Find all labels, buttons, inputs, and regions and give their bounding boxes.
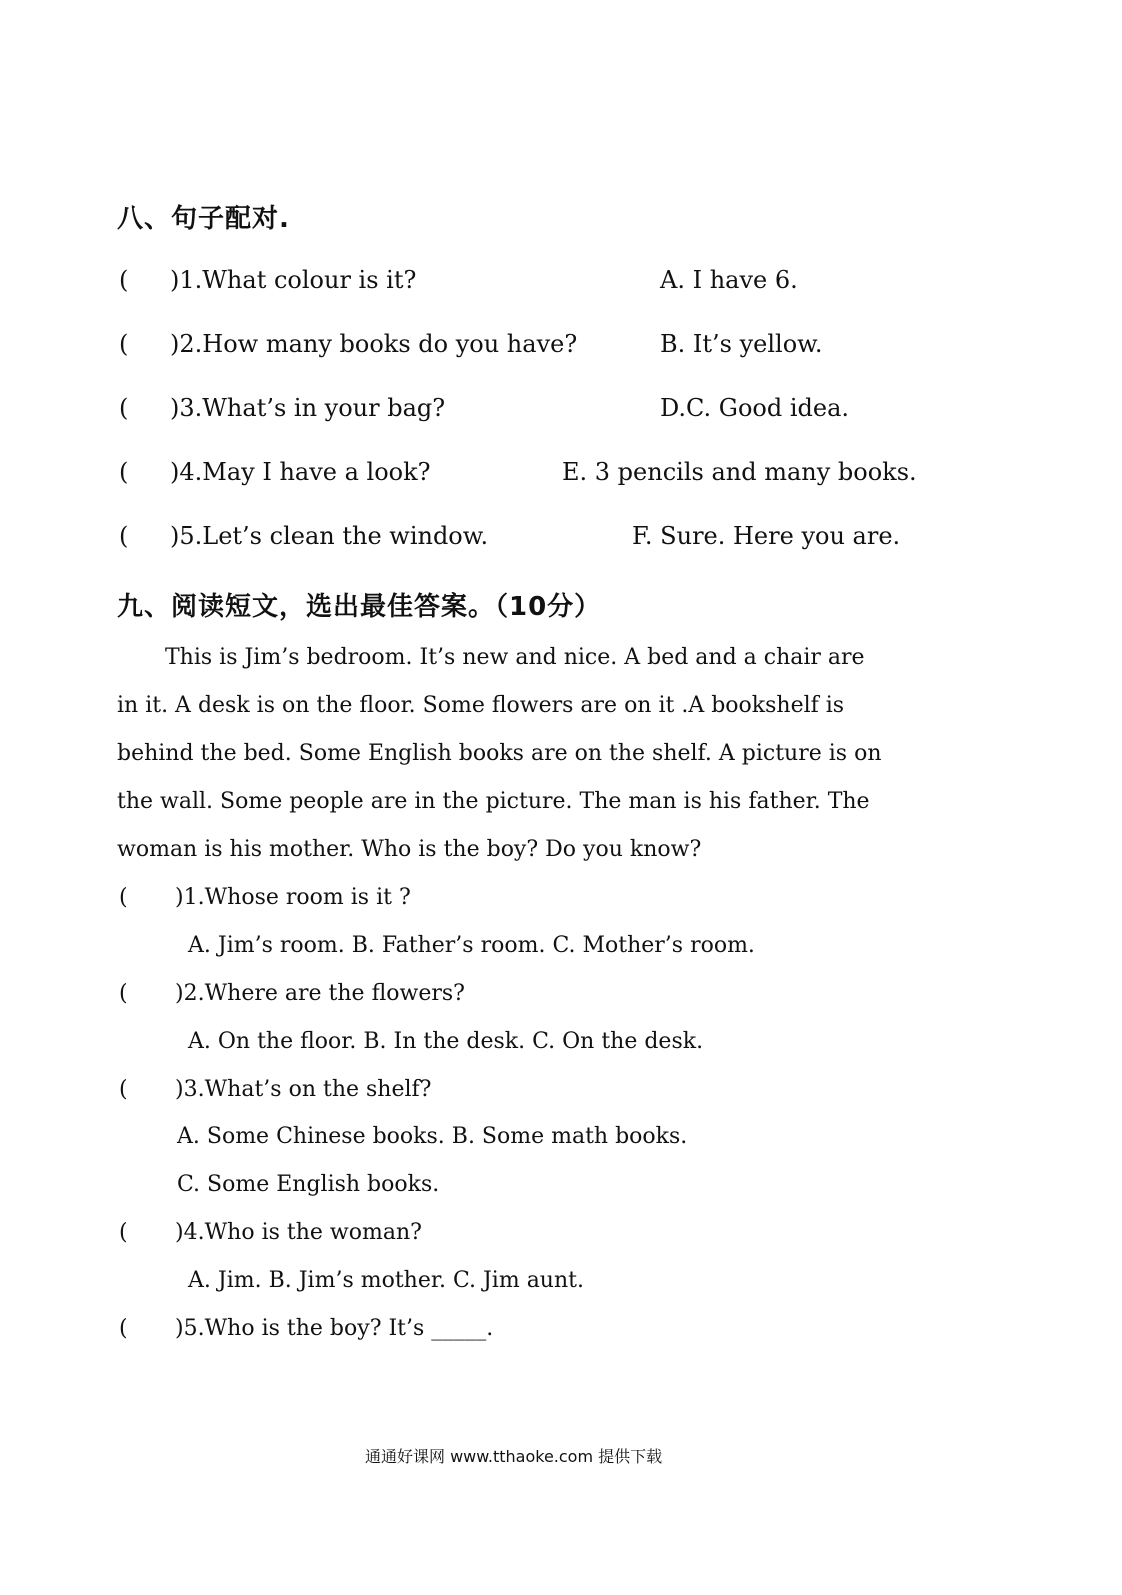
section-8-title: 八、句子配对. [117, 204, 290, 234]
match-answer-dc: D.C. Good idea. [660, 394, 850, 422]
passage-line-1: This is Jim’s bedroom. It’s new and nice. A bed and a chair are [165, 645, 865, 670]
match-answer-b: B. It’s yellow. [660, 330, 823, 358]
match-answer-f: F. Sure. Here you are. [632, 522, 901, 550]
answer-blank[interactable]: ( [119, 1220, 128, 1245]
passage-line-4: the wall. Some people are in the picture. The man is his father. The [117, 789, 870, 814]
answer-blank[interactable]: ( [119, 394, 129, 422]
passage-line-3: behind the bed. Some English books are on the shelf. A picture is on [117, 741, 882, 766]
passage-line-2: in it. A desk is on the floor. Some flowers are on it .A bookshelf is [117, 693, 845, 718]
match-question-4: )4.May I have a look? [170, 458, 431, 486]
answer-blank[interactable]: ( [119, 885, 128, 910]
reading-question-3: )3.What’s on the shelf? [175, 1077, 432, 1102]
match-question-2: )2.How many books do you have? [170, 330, 578, 358]
reading-question-4: )4.Who is the woman? [175, 1220, 422, 1245]
reading-options-3a: A. Some Chinese books. B. Some math books. [177, 1124, 688, 1149]
reading-options-2: A. On the floor. B. In the desk. C. On the desk. [188, 1029, 704, 1054]
match-question-5: )5.Let’s clean the window. [170, 522, 489, 550]
answer-blank[interactable]: ( [119, 330, 129, 358]
answer-blank[interactable]: ( [119, 981, 128, 1006]
match-question-1: )1.What colour is it? [170, 266, 417, 294]
answer-blank[interactable]: ( [119, 266, 129, 294]
reading-options-4: A. Jim. B. Jim’s mother. C. Jim aunt. [188, 1268, 584, 1293]
match-answer-e: E. 3 pencils and many books. [562, 458, 917, 486]
reading-question-2: )2.Where are the flowers? [175, 981, 465, 1006]
answer-blank[interactable]: ( [119, 522, 129, 550]
passage-line-5: woman is his mother. Who is the boy? Do you know? [117, 837, 702, 862]
footer-source: 通通好课网 www.tthaoke.com 提供下载 [365, 1447, 663, 1466]
answer-blank[interactable]: ( [119, 1077, 128, 1102]
section-9-title: 九、阅读短文，选出最佳答案。（10分） [117, 592, 602, 622]
reading-question-1: )1.Whose room is it ? [175, 885, 411, 910]
match-answer-a: A. I have 6. [660, 266, 798, 294]
reading-options-3b: C. Some English books. [177, 1172, 440, 1197]
match-question-3: )3.What’s in your bag? [170, 394, 446, 422]
reading-options-1: A. Jim’s room. B. Father’s room. C. Mother’s room. [188, 933, 755, 958]
answer-blank[interactable]: ( [119, 458, 129, 486]
reading-question-5: )5.Who is the boy? It’s _____. [175, 1316, 494, 1341]
answer-blank[interactable]: ( [119, 1316, 128, 1341]
